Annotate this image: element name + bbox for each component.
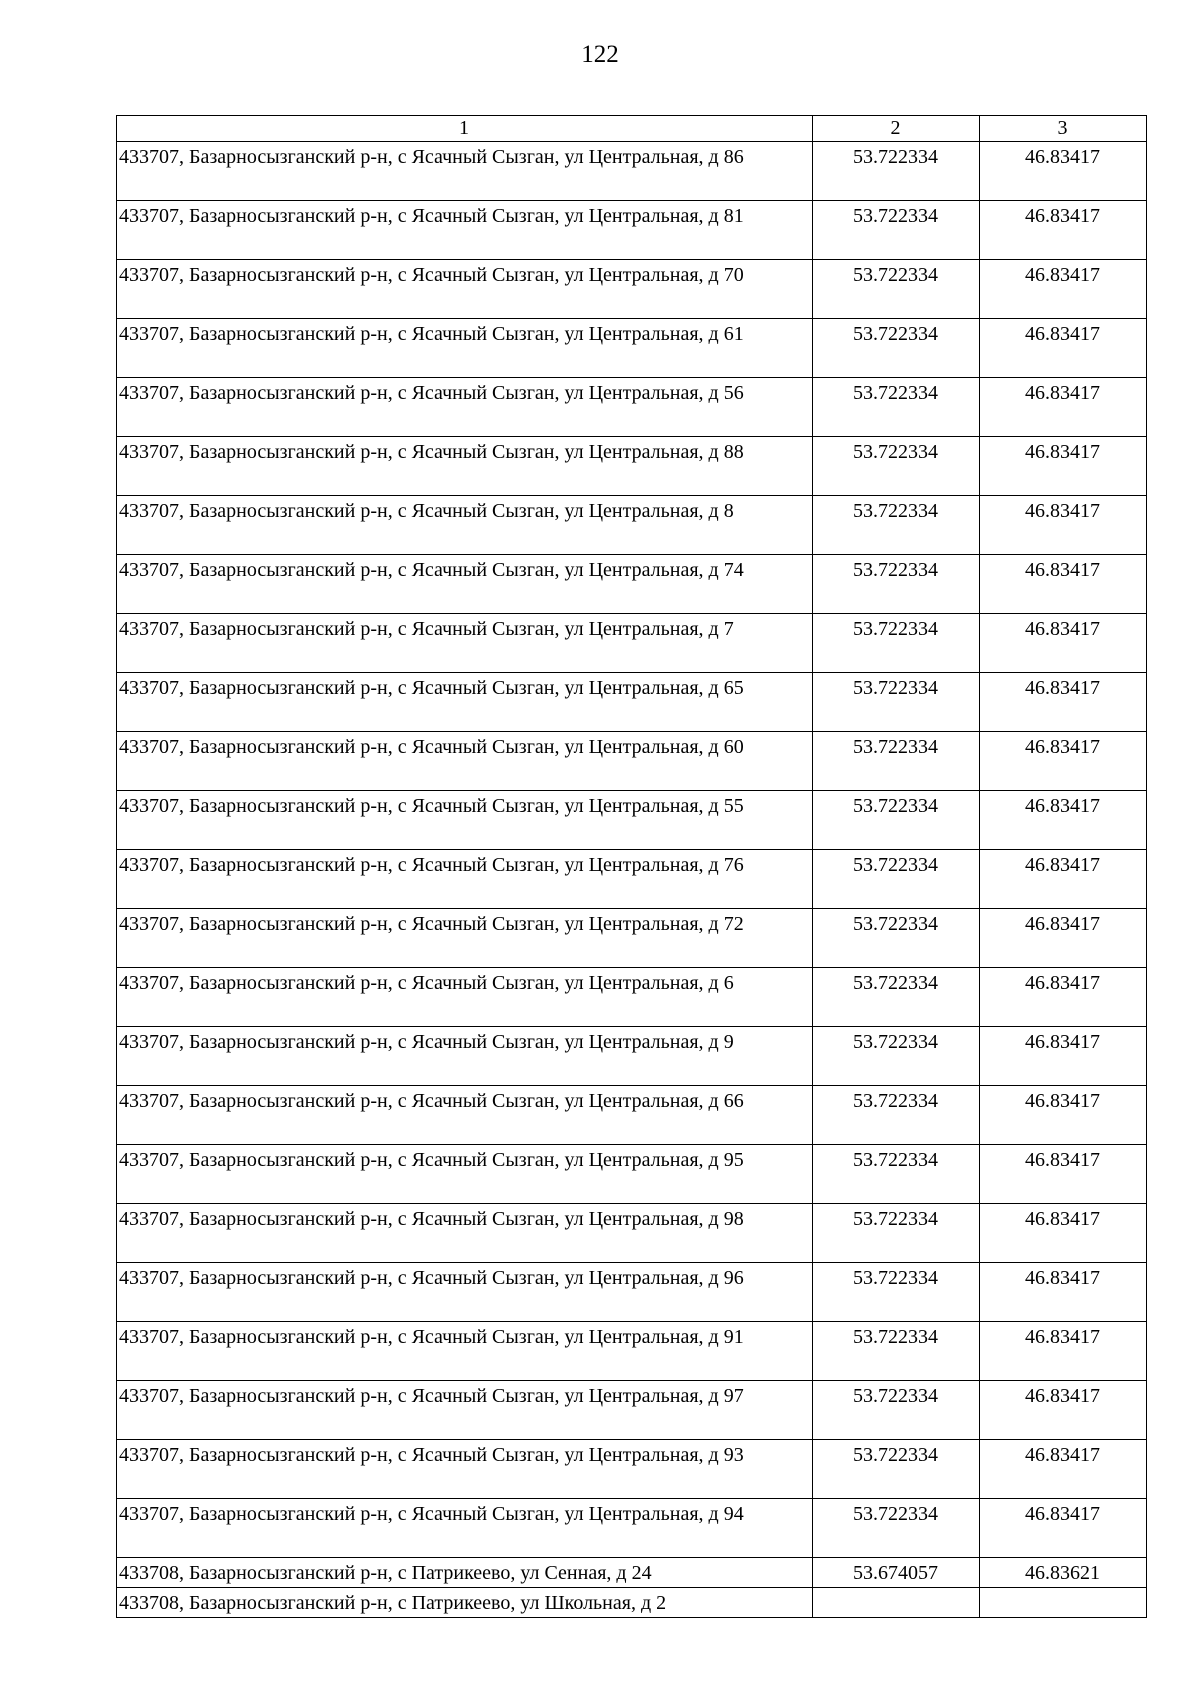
table-body — [117, 116, 1147, 1618]
longitude-cell: 46.83417 — [980, 496, 1147, 555]
longitude-cell: 46.83417 — [980, 1027, 1147, 1086]
address-cell: 433707, Базарносызганский р-н, с Ясачный Сызган, ул Центральная, д 55 — [117, 791, 813, 850]
longitude-cell: 46.83417 — [980, 142, 1147, 201]
longitude-cell: 46.83417 — [980, 1086, 1147, 1145]
address-cell: 433707, Базарносызганский р-н, с Ясачный Сызган, ул Центральная, д 8 — [117, 496, 813, 555]
latitude-cell: 53.722334 — [813, 1204, 980, 1263]
column-header-2: 2 — [813, 116, 980, 142]
address-table — [116, 115, 1147, 1618]
address-cell: 433707, Базарносызганский р-н, с Ясачный Сызган, ул Центральная, д 7 — [117, 614, 813, 673]
latitude-cell: 53.722334 — [813, 1263, 980, 1322]
table-row — [117, 909, 1147, 968]
longitude-cell: 46.83417 — [980, 1145, 1147, 1204]
longitude-cell: 46.83417 — [980, 378, 1147, 437]
latitude-cell: 53.722334 — [813, 791, 980, 850]
address-cell: 433707, Базарносызганский р-н, с Ясачный Сызган, ул Центральная, д 88 — [117, 437, 813, 496]
address-cell: 433707, Базарносызганский р-н, с Ясачный Сызган, ул Центральная, д 65 — [117, 673, 813, 732]
latitude-cell: 53.722334 — [813, 260, 980, 319]
table-row — [117, 260, 1147, 319]
table-row — [117, 968, 1147, 1027]
table-row — [117, 378, 1147, 437]
address-cell: 433707, Базарносызганский р-н, с Ясачный Сызган, ул Центральная, д 6 — [117, 968, 813, 1027]
table-row — [117, 201, 1147, 260]
longitude-cell: 46.83417 — [980, 673, 1147, 732]
table-row — [117, 1263, 1147, 1322]
longitude-cell — [980, 1588, 1147, 1618]
address-cell: 433707, Базарносызганский р-н, с Ясачный Сызган, ул Центральная, д 74 — [117, 555, 813, 614]
address-cell: 433707, Базарносызганский р-н, с Ясачный Сызган, ул Центральная, д 81 — [117, 201, 813, 260]
latitude-cell: 53.674057 — [813, 1558, 980, 1588]
latitude-cell: 53.722334 — [813, 496, 980, 555]
address-cell: 433707, Базарносызганский р-н, с Ясачный Сызган, ул Центральная, д 91 — [117, 1322, 813, 1381]
latitude-cell: 53.722334 — [813, 1027, 980, 1086]
longitude-cell: 46.83417 — [980, 614, 1147, 673]
page-number: 122 — [581, 41, 619, 68]
table-row — [117, 1322, 1147, 1381]
address-cell: 433708, Базарносызганский р-н, с Патрикеево, ул Сенная, д 24 — [117, 1558, 813, 1588]
latitude-cell: 53.722334 — [813, 673, 980, 732]
longitude-cell: 46.83417 — [980, 1440, 1147, 1499]
latitude-cell: 53.722334 — [813, 319, 980, 378]
longitude-cell: 46.83417 — [980, 850, 1147, 909]
address-cell: 433707, Базарносызганский р-н, с Ясачный Сызган, ул Центральная, д 98 — [117, 1204, 813, 1263]
longitude-cell: 46.83417 — [980, 1322, 1147, 1381]
address-cell: 433707, Базарносызганский р-н, с Ясачный Сызган, ул Центральная, д 86 — [117, 142, 813, 201]
address-cell: 433707, Базарносызганский р-н, с Ясачный Сызган, ул Центральная, д 97 — [117, 1381, 813, 1440]
table-row — [117, 1027, 1147, 1086]
latitude-cell: 53.722334 — [813, 378, 980, 437]
address-cell: 433707, Базарносызганский р-н, с Ясачный Сызган, ул Центральная, д 60 — [117, 732, 813, 791]
longitude-cell: 46.83417 — [980, 260, 1147, 319]
longitude-cell: 46.83417 — [980, 1381, 1147, 1440]
latitude-cell: 53.722334 — [813, 555, 980, 614]
latitude-cell: 53.722334 — [813, 1145, 980, 1204]
table-row — [117, 555, 1147, 614]
table-row — [117, 614, 1147, 673]
longitude-cell: 46.83621 — [980, 1558, 1147, 1588]
address-cell: 433707, Базарносызганский р-н, с Ясачный Сызган, ул Центральная, д 94 — [117, 1499, 813, 1558]
longitude-cell: 46.83417 — [980, 968, 1147, 1027]
address-cell: 433707, Базарносызганский р-н, с Ясачный Сызган, ул Центральная, д 95 — [117, 1145, 813, 1204]
table-row — [117, 1381, 1147, 1440]
longitude-cell: 46.83417 — [980, 909, 1147, 968]
address-cell: 433707, Базарносызганский р-н, с Ясачный Сызган, ул Центральная, д 70 — [117, 260, 813, 319]
table-row — [117, 1086, 1147, 1145]
table-row — [117, 1499, 1147, 1558]
column-header-3: 3 — [980, 116, 1147, 142]
address-cell: 433708, Базарносызганский р-н, с Патрикеево, ул Школьная, д 2 — [117, 1588, 813, 1618]
longitude-cell: 46.83417 — [980, 555, 1147, 614]
table-row — [117, 1145, 1147, 1204]
latitude-cell: 53.722334 — [813, 732, 980, 791]
latitude-cell: 53.722334 — [813, 142, 980, 201]
latitude-cell — [813, 1588, 980, 1618]
table-row — [117, 673, 1147, 732]
address-cell: 433707, Базарносызганский р-н, с Ясачный Сызган, ул Центральная, д 76 — [117, 850, 813, 909]
table-row — [117, 732, 1147, 791]
header-row — [117, 116, 1147, 142]
address-cell: 433707, Базарносызганский р-н, с Ясачный Сызган, ул Центральная, д 96 — [117, 1263, 813, 1322]
address-cell: 433707, Базарносызганский р-н, с Ясачный Сызган, ул Центральная, д 72 — [117, 909, 813, 968]
address-cell: 433707, Базарносызганский р-н, с Ясачный Сызган, ул Центральная, д 56 — [117, 378, 813, 437]
longitude-cell: 46.83417 — [980, 1263, 1147, 1322]
table-row — [117, 319, 1147, 378]
address-cell: 433707, Базарносызганский р-н, с Ясачный Сызган, ул Центральная, д 9 — [117, 1027, 813, 1086]
latitude-cell: 53.722334 — [813, 1322, 980, 1381]
table-row — [117, 791, 1147, 850]
table-row — [117, 1558, 1147, 1588]
latitude-cell: 53.722334 — [813, 1440, 980, 1499]
column-header-1: 1 — [117, 116, 813, 142]
longitude-cell: 46.83417 — [980, 201, 1147, 260]
address-cell: 433707, Базарносызганский р-н, с Ясачный Сызган, ул Центральная, д 66 — [117, 1086, 813, 1145]
table-row — [117, 142, 1147, 201]
table-row — [117, 1588, 1147, 1618]
longitude-cell: 46.83417 — [980, 437, 1147, 496]
latitude-cell: 53.722334 — [813, 850, 980, 909]
latitude-cell: 53.722334 — [813, 614, 980, 673]
longitude-cell: 46.83417 — [980, 791, 1147, 850]
table-row — [117, 850, 1147, 909]
latitude-cell: 53.722334 — [813, 1499, 980, 1558]
table-row — [117, 1440, 1147, 1499]
longitude-cell: 46.83417 — [980, 1204, 1147, 1263]
latitude-cell: 53.722334 — [813, 909, 980, 968]
latitude-cell: 53.722334 — [813, 201, 980, 260]
longitude-cell: 46.83417 — [980, 732, 1147, 791]
address-cell: 433707, Базарносызганский р-н, с Ясачный Сызган, ул Центральная, д 61 — [117, 319, 813, 378]
longitude-cell: 46.83417 — [980, 1499, 1147, 1558]
table-row — [117, 1204, 1147, 1263]
latitude-cell: 53.722334 — [813, 1381, 980, 1440]
table-row — [117, 496, 1147, 555]
address-cell: 433707, Базарносызганский р-н, с Ясачный Сызган, ул Центральная, д 93 — [117, 1440, 813, 1499]
longitude-cell: 46.83417 — [980, 319, 1147, 378]
latitude-cell: 53.722334 — [813, 1086, 980, 1145]
latitude-cell: 53.722334 — [813, 968, 980, 1027]
latitude-cell: 53.722334 — [813, 437, 980, 496]
table-row — [117, 437, 1147, 496]
